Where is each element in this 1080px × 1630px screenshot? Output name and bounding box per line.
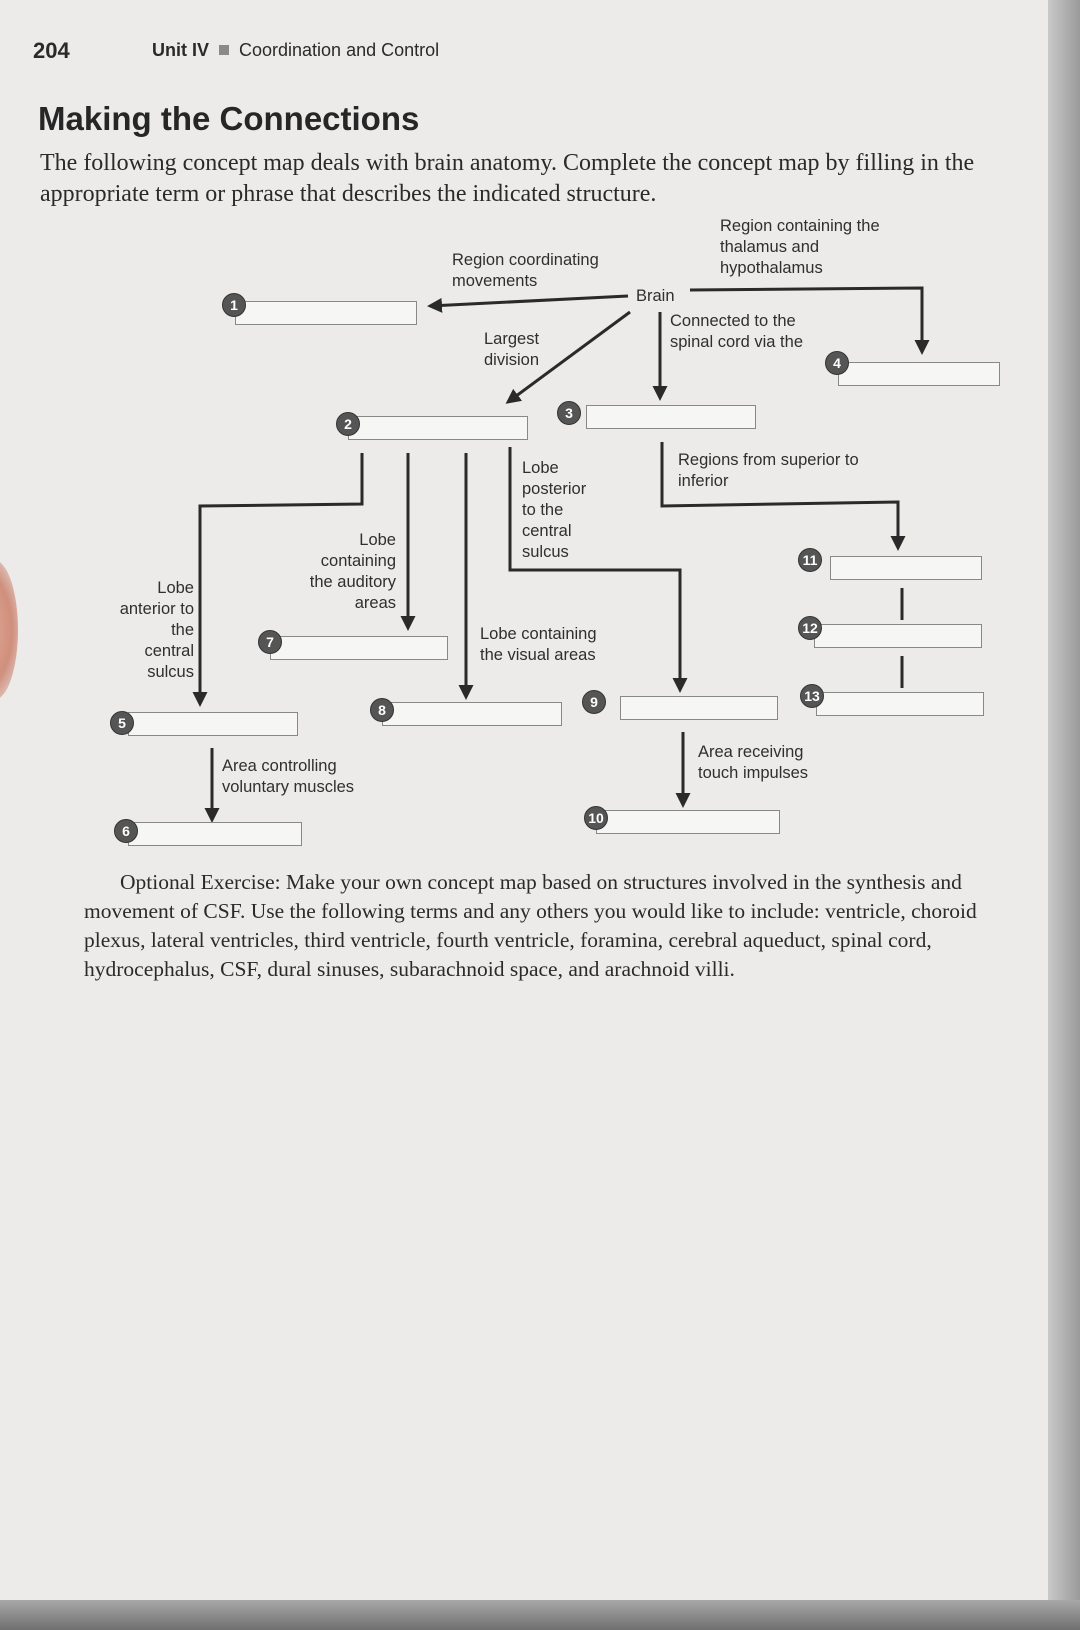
optional-exercise xyxy=(84,868,984,984)
number-badge-9: 9 xyxy=(582,690,606,714)
answer-box-1[interactable] xyxy=(235,301,417,325)
optional-exercise-text: Make your own concept map based on structures involved in the synthesis and movement of CSF. Use the following terms and any others you would like to include: ventricle, choroid plexus, lateral ventricles, third ventricle, fourth ventricle, foramina, cerebral aqueduct, spinal cord, hydrocephalus, CSF, dural sinuses, subarachnoid space, and arachnoid villi. xyxy=(84,870,977,981)
number-badge-11: 11 xyxy=(798,548,822,572)
answer-box-2[interactable] xyxy=(348,416,528,440)
number-badge-6: 6 xyxy=(114,819,138,843)
number-badge-2: 2 xyxy=(336,412,360,436)
label-voluntary: Area controlling voluntary muscles xyxy=(222,757,355,796)
answer-box-3[interactable] xyxy=(586,405,756,429)
label-coordinating: Region coordinating movements xyxy=(452,251,599,290)
answer-box-8[interactable] xyxy=(382,702,562,726)
number-badge-8: 8 xyxy=(370,698,394,722)
label-visual: Lobe containing the visual areas xyxy=(480,625,597,664)
unit-label: Unit IV xyxy=(152,40,209,60)
optional-exercise-label: Optional Exercise: xyxy=(120,870,281,894)
label-regions: Regions from superior to inferior xyxy=(678,451,859,490)
answer-box-6[interactable] xyxy=(128,822,302,846)
answer-box-12[interactable] xyxy=(814,624,982,648)
number-badge-3: 3 xyxy=(557,401,581,425)
answer-box-7[interactable] xyxy=(270,636,448,660)
answer-box-13[interactable] xyxy=(816,692,984,716)
answer-box-5[interactable] xyxy=(128,712,298,736)
number-badge-10: 10 xyxy=(584,806,608,830)
answer-box-10[interactable] xyxy=(596,810,780,834)
number-badge-4: 4 xyxy=(825,351,849,375)
label-touch: Area receiving touch impulses xyxy=(698,743,809,782)
label-auditory: Lobe containing the auditory areas xyxy=(309,531,396,612)
arrow-brain-to-1 xyxy=(430,296,628,306)
answer-box-4[interactable] xyxy=(838,362,1000,386)
chapter-label: Coordination and Control xyxy=(239,40,440,60)
number-badge-5: 5 xyxy=(110,711,134,735)
answer-box-11[interactable] xyxy=(830,556,982,580)
label-posterior: Lobe posterior to the central sulcus xyxy=(522,459,587,561)
page-edge-bottom xyxy=(0,1600,1080,1630)
root-node-brain: Brain xyxy=(636,287,675,305)
label-largest: Largest division xyxy=(484,330,540,369)
number-badge-7: 7 xyxy=(258,630,282,654)
number-badge-12: 12 xyxy=(798,616,822,640)
page-edge-right xyxy=(1048,0,1080,1630)
intro-paragraph: The following concept map deals with brain anatomy. Complete the concept map by filling in the appropriate term or phrase that describes the indicated structure. xyxy=(40,150,975,207)
answer-box-9[interactable] xyxy=(620,696,778,720)
label-anterior: Lobe anterior to the central sulcus xyxy=(119,579,194,681)
label-thalamus: Region containing the thalamus and hypothalamus xyxy=(720,217,880,277)
number-badge-1: 1 xyxy=(222,293,246,317)
page-number: 204 xyxy=(33,38,70,63)
label-spinal: Connected to the spinal cord via the xyxy=(670,312,803,351)
number-badge-13: 13 xyxy=(800,684,824,708)
section-title: Making the Connections xyxy=(38,100,420,137)
